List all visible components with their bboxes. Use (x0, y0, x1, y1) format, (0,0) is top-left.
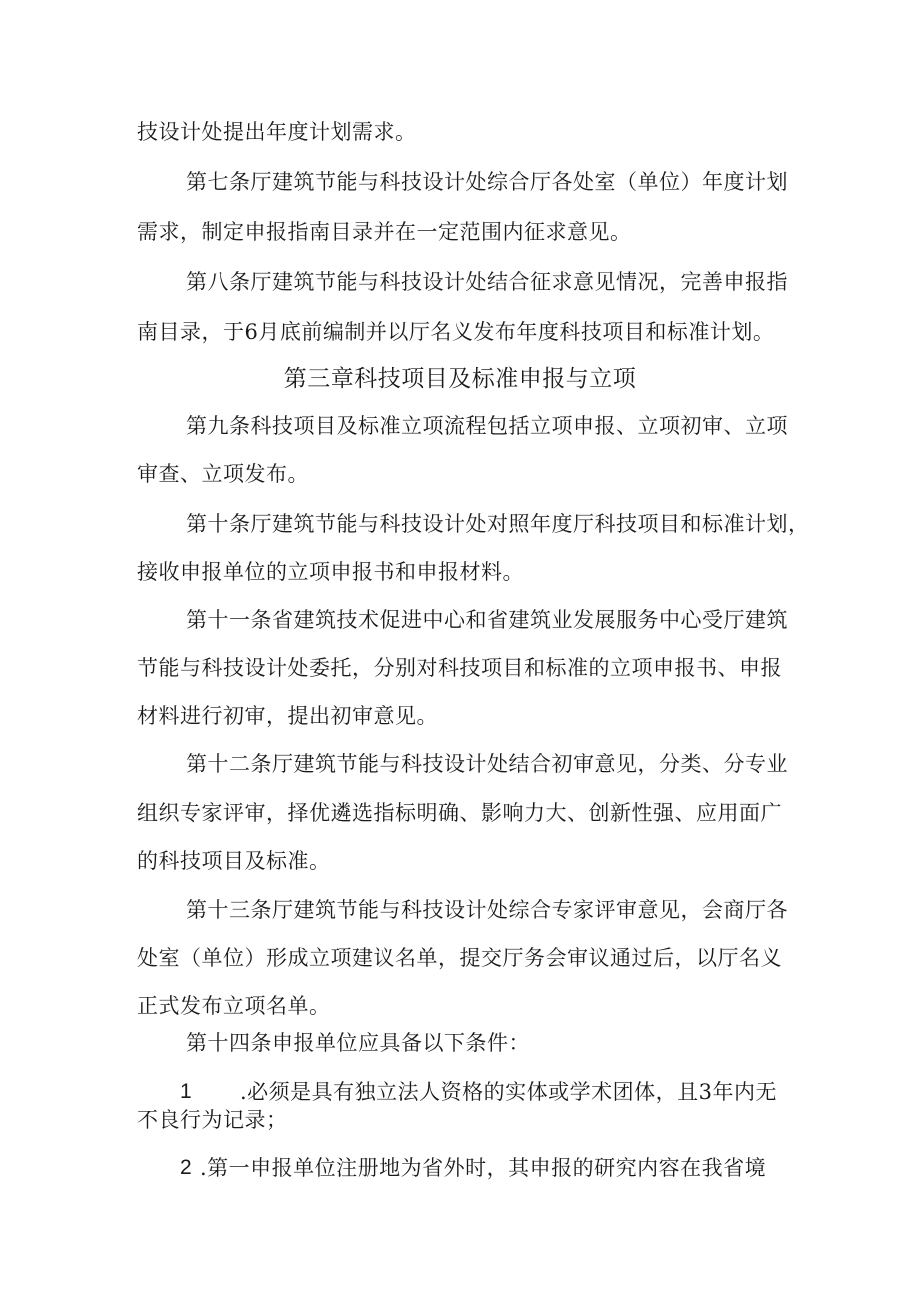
article-11-line-2: 节能与科技设计处委托，分别对科技项目和标准的立项申报书、申报 (137, 656, 782, 680)
list-number-2: 2 (180, 1156, 193, 1179)
article-13-line-1: 第十三条厅建筑节能与科技设计处综合专家评审意见，会商厅各 (186, 898, 788, 922)
article-7-line-2: 需求，制定申报指南目录并在一定范围内征求意见。 (137, 220, 632, 244)
article-10-line-1: 第十条厅建筑节能与科技设计处对照年度厅科技项目和标准计划， (186, 512, 810, 536)
article-9-line-2: 审查、立项发布。 (137, 462, 309, 486)
article-13-line-2: 处室（单位）形成立项建议名单，提交厅务会审议通过后，以厅名义 (137, 946, 782, 970)
article-9-line-1: 第九条科技项目及标准立项流程包括立项申报、立项初审、立项 (186, 414, 788, 438)
article-11-line-1: 第十一条省建筑技术促进中心和省建筑业发展服务中心受厅建筑 (186, 608, 788, 632)
article-12-line-1: 第十二条厅建筑节能与科技设计处结合初审意见，分类、分专业 (186, 752, 788, 776)
list-item-1-line-1: .必须是具有独立法人资格的实体或学术团体，且3年内无 (240, 1080, 778, 1104)
list-number-1: 1 (180, 1080, 193, 1103)
list-item-1-line-2: 不良行为记录； (137, 1108, 288, 1132)
article-13-line-3: 正式发布立项名单。 (137, 994, 331, 1018)
text-line: 技设计处提出年度计划需求。 (137, 120, 417, 144)
article-12-line-2: 组织专家评审，择优遴选指标明确、影响力大、创新性强、应用面广 (137, 801, 782, 825)
list-item-2-line-1: .第一申报单位注册地为省外时，其申报的研究内容在我省境 (200, 1156, 767, 1180)
article-12-line-3: 的科技项目及标准。 (137, 849, 331, 873)
article-8-line-2: 南目录，于6月底前编制并以厅名义发布年度科技项目和标准计划。 (137, 320, 775, 344)
article-8-line-1: 第八条厅建筑节能与科技设计处结合征求意见情况，完善申报指 (186, 270, 788, 294)
article-10-line-2: 接收申报单位的立项申报书和申报材料。 (137, 560, 524, 584)
article-11-line-3: 材料进行初审，提出初审意见。 (137, 704, 438, 728)
chapter-heading: 第三章科技项目及标准申报与立项 (283, 366, 637, 392)
article-14-line-1: 第十四条申报单位应具备以下条件： (186, 1031, 530, 1055)
article-7-line-1: 第七条厅建筑节能与科技设计处综合厅各处室（单位）年度计划 (186, 170, 788, 194)
